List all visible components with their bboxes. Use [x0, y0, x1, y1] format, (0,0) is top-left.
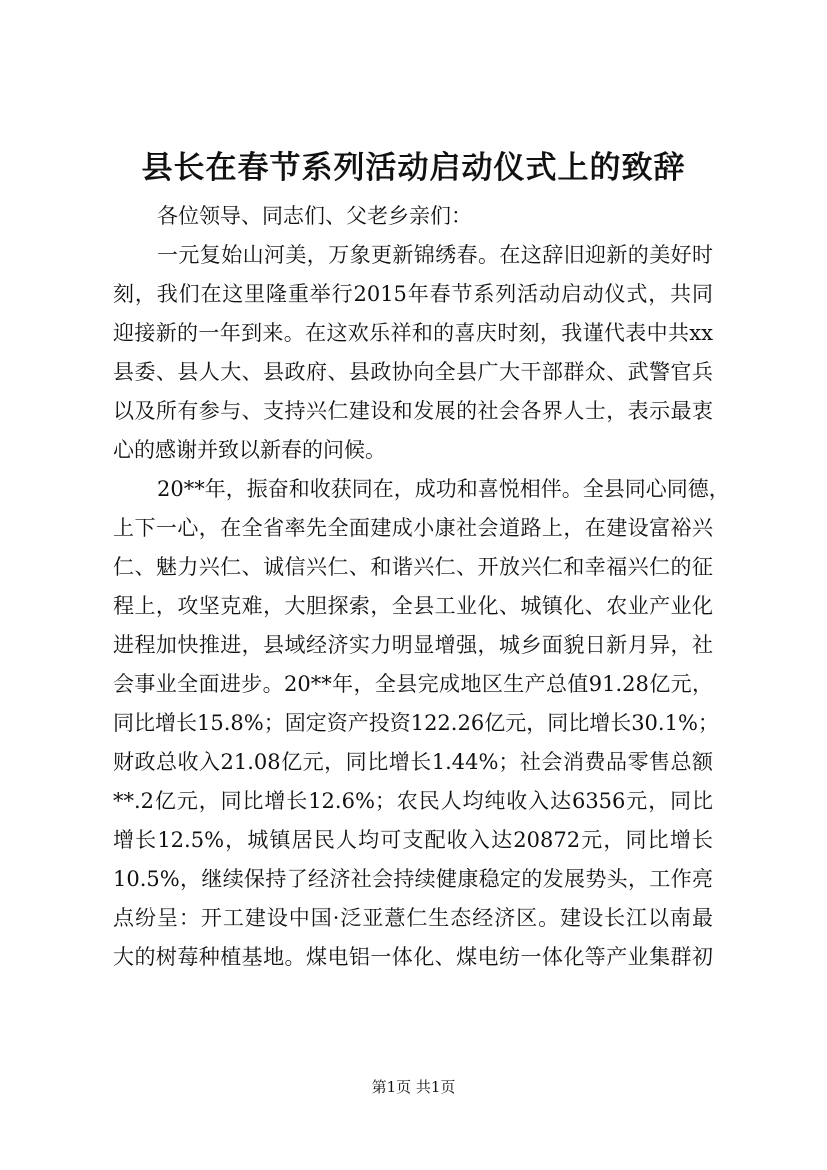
text-line-14: 同比增长15.8%；固定资产投资122.26亿元，同比增长30.1%；: [113, 711, 719, 735]
text-line-11: 程上，攻坚克难，大胆探索，全县工业化、城镇化、农业产业化: [113, 594, 713, 618]
document-title: 县长在春节系列活动启动仪式上的致辞: [141, 150, 686, 186]
text-line-20: 大的树莓种植基地。煤电铝一体化、煤电纺一体化等产业集群初: [113, 945, 713, 969]
text-line-8: 20**年，振奋和收获同在，成功和喜悦相伴。全县同心同德，: [157, 477, 730, 501]
text-line-18: 10.5%，继续保持了经济社会持续健康稳定的发展势头，工作亮: [113, 867, 713, 891]
text-line-12: 进程加快推进，县域经济实力明显增强，城乡面貌日新月异，社: [113, 633, 713, 657]
text-line-4: 迎接新的一年到来。在这欢乐祥和的喜庆时刻，我谨代表中共xx: [113, 321, 713, 345]
text-line-7: 心的感谢并致以新春的问候。: [113, 438, 386, 462]
text-line-5: 县委、县人大、县政府、县政协向全县广大干部群众、武警官兵: [113, 360, 713, 384]
text-line-6: 以及所有参与、支持兴仁建设和发展的社会各界人士，表示最衷: [113, 399, 713, 423]
text-line-3: 刻，我们在这里隆重举行2015年春节系列活动启动仪式，共同: [113, 282, 713, 306]
text-line-15: 财政总收入21.08亿元，同比增长1.44%；社会消费品零售总额: [113, 750, 713, 774]
text-line-13: 会事业全面进步。20**年，全县完成地区生产总值91.28亿元，: [113, 672, 713, 696]
text-line-1: 各位领导、同志们、父老乡亲们：: [157, 204, 472, 228]
text-line-9: 上下一心，在全省率先全面建成小康社会道路上，在建设富裕兴: [113, 516, 713, 540]
text-line-10: 仁、魅力兴仁、诚信兴仁、和谐兴仁、开放兴仁和幸福兴仁的征: [113, 555, 713, 579]
text-line-17: 增长12.5%，城镇居民人均可支配收入达20872元，同比增长: [113, 828, 713, 852]
text-line-16: **.2亿元，同比增长12.6%；农民人均纯收入达6356元，同比: [113, 789, 713, 813]
text-line-19: 点纷呈：开工建设中国·泛亚薏仁生态经济区。建设长江以南最: [113, 906, 713, 930]
text-line-2: 一元复始山河美，万象更新锦绣春。在这辞旧迎新的美好时: [157, 243, 713, 267]
document-body: [113, 197, 730, 977]
page-number-footer: 第1页 共1页: [371, 1078, 456, 1096]
